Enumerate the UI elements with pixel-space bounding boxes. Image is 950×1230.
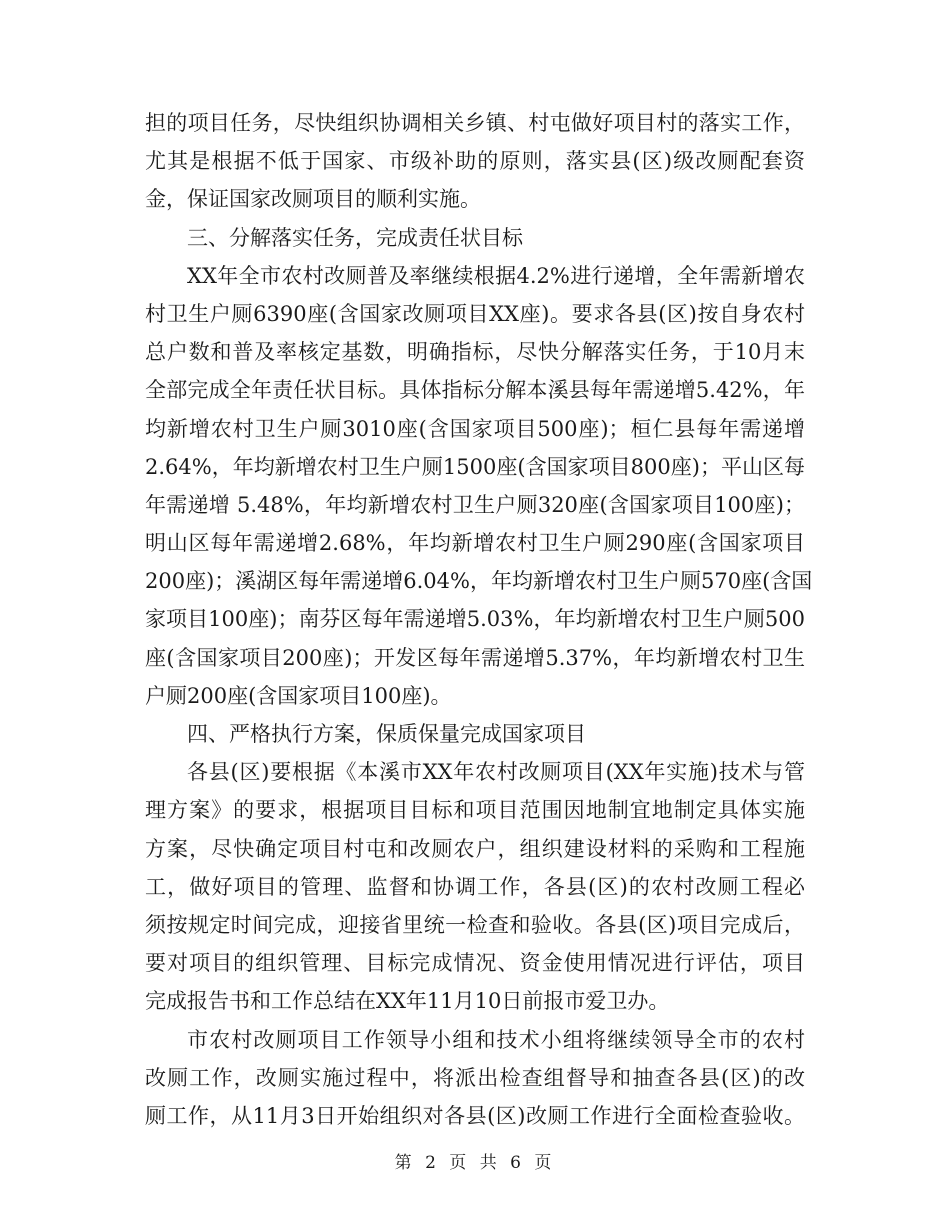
paragraph-inspection bbox=[145, 1021, 805, 1136]
paragraph-implementation bbox=[145, 753, 805, 1020]
text-line: 2.64%，年均新增农村卫生户厕1500座(含国家项目800座)；平山区每 bbox=[145, 454, 805, 479]
text-line: 须按规定时间完成，迎接省里统一检查和验收。各县(区)项目完成后， bbox=[145, 912, 805, 937]
text-line: XX年全市农村改厕普及率继续根据4.2%进行递增，全年需新增农 bbox=[187, 263, 805, 288]
text-line: 座(含国家项目200座)；开发区每年需递增5.37%，年均新增农村卫生 bbox=[145, 645, 805, 670]
heading-line: 四、严格执行方案，保质保量完成国家项目 bbox=[187, 722, 586, 746]
text-line: 金，保证国家改厕项目的顺利实施。 bbox=[145, 187, 481, 212]
text-line: 市农村改厕项目工作领导小组和技术小组将继续领导全市的农村 bbox=[187, 1027, 805, 1052]
text-line: 完成报告书和工作总结在XX年11月10日前报市爱卫办。 bbox=[145, 989, 670, 1014]
text-line: 尤其是根据不低于国家、市级补助的原则，落实县(区)级改厕配套资 bbox=[145, 149, 805, 174]
section-heading-3 bbox=[145, 219, 805, 257]
page-number-footer: 第 2 页 共 6 页 bbox=[394, 1153, 556, 1173]
text-line: 年需递增 5.48%，年均新增农村卫生户厕320座(含国家项目100座)； bbox=[145, 492, 805, 517]
text-line: 方案，尽快确定项目村屯和改厕农户，组织建设材料的采购和工程施 bbox=[145, 836, 805, 861]
text-line: 改厕工作，改厕实施过程中，将派出检查组督导和抽查各县(区)的改 bbox=[145, 1065, 805, 1090]
text-line: 村卫生户厕6390座(含国家改厕项目XX座)。要求各县(区)按自身农村 bbox=[145, 301, 805, 326]
text-line: 200座)；溪湖区每年需递增6.04%，年均新增农村卫生户厕570座(含国 bbox=[145, 569, 813, 594]
text-line: 厕工作，从11月3日开始组织对各县(区)改厕工作进行全面检查验收。 bbox=[145, 1103, 805, 1128]
text-line: 理方案》的要求，根据项目目标和项目范围因地制宜地制定具体实施 bbox=[145, 798, 805, 823]
text-line: 户厕200座(含国家项目100座)。 bbox=[145, 683, 452, 708]
heading-line: 三、分解落实任务，完成责任状目标 bbox=[187, 225, 523, 250]
text-line: 全部完成全年责任状目标。具体指标分解本溪县每年需递增5.42%，年 bbox=[145, 378, 805, 403]
text-line: 家项目100座)；南芬区每年需递增5.03%，年均新增农村卫生户厕500 bbox=[145, 607, 805, 632]
document-body bbox=[145, 104, 813, 1135]
text-line: 担的项目任务，尽快组织协调相关乡镇、村屯做好项目村的落实工作， bbox=[145, 111, 805, 135]
section-heading-4 bbox=[145, 715, 805, 753]
paragraph-project-tasks bbox=[145, 104, 805, 219]
text-line: 要对项目的组织管理、目标完成情况、资金使用情况进行评估，项目 bbox=[145, 951, 805, 976]
text-line: 明山区每年需递增2.68%，年均新增农村卫生户厕290座(含国家项目 bbox=[145, 531, 805, 556]
text-line: 均新增农村卫生户厕3010座(含国家项目500座)；桓仁县每年需递增 bbox=[145, 416, 805, 441]
text-line: 各县(区)要根据《本溪市XX年农村改厕项目(XX年实施)技术与管 bbox=[187, 760, 805, 785]
paragraph-targets bbox=[145, 257, 813, 715]
text-line: 工，做好项目的管理、监督和协调工作，各县(区)的农村改厕工程必 bbox=[145, 874, 805, 899]
text-line: 总户数和普及率核定基数，明确指标，尽快分解落实任务，于10月末 bbox=[145, 340, 805, 365]
